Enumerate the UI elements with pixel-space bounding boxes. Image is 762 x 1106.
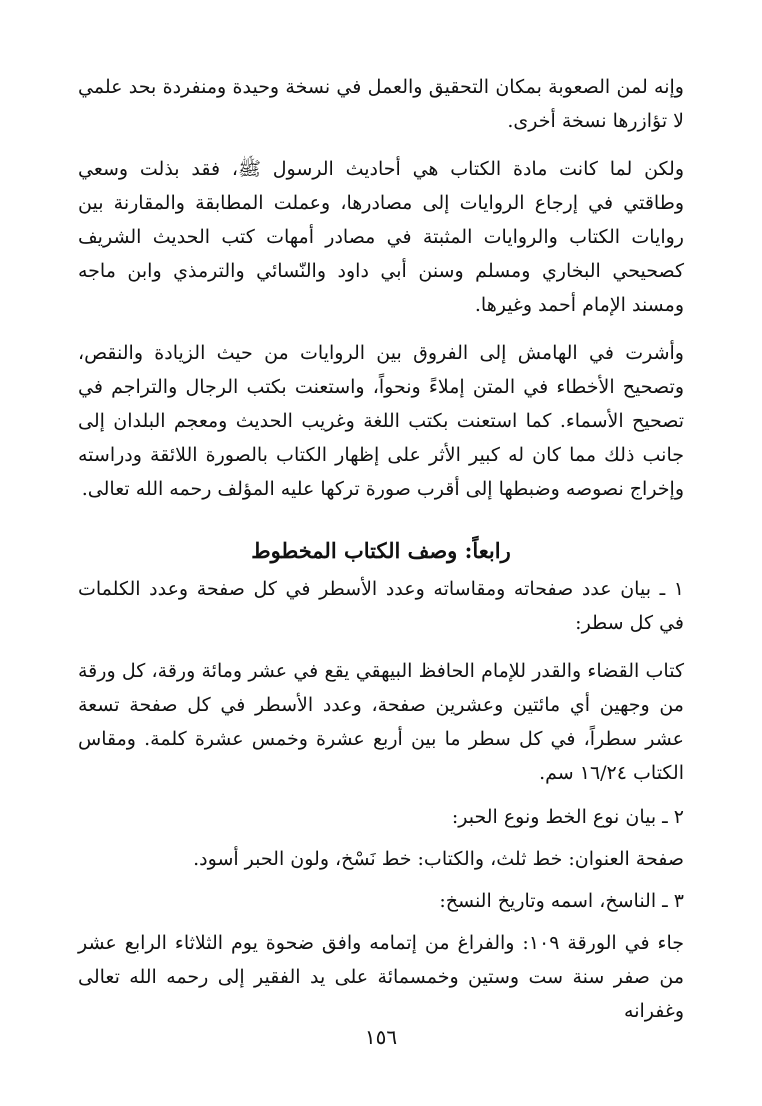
paragraph-single-copy: وإنه لمن الصعوبة بمكان التحقيق والعمل في نسخة وحيدة ومنفردة بحد علمي لا تؤازرها نسخة أخرى. xyxy=(78,76,684,132)
item-1-body: كتاب القضاء والقدر للإمام الحافظ البيهقي يقع في عشر ومائة ورقة، كل ورقة من وجهين أي مائتين وعشرين صفحة، وعدد الأسطر في كل صفحة تسعة عشر سطراً، في كل سطر ما بين أربع عشرة وخمس عشرة كلمة. ومقاس الكتاب ١٦/٢٤ سم. xyxy=(78,660,684,784)
item-3-title: ٣ ـ الناسخ، اسمه وتاريخ النسخ: xyxy=(439,890,684,912)
section-heading: رابعاً: وصف الكتاب المخطوط xyxy=(251,538,511,563)
paragraph-hadith-sources: ولكن لما كانت مادة الكتاب هي أحاديث الرسول ﷺ، فقد بذلت وسعي وطاقتي في إرجاع الروايات إلى مصادرها، وعملت المطابقة والمقارنة بين روايات الكتاب والروايات المثبتة في مصادر أمهات كتب الحديث الشريف كصحيحي البخاري ومسلم وسنن أبي داود والنّسائي والترمذي وابن ماجه ومسند الإمام أحمد وغيرها. xyxy=(78,158,684,316)
item-2-title: ٢ ـ بيان نوع الخط ونوع الحبر: xyxy=(451,806,684,828)
page-number: ١٥٦ xyxy=(364,1025,398,1049)
item-3-body: جاء في الورقة ١٠٩: والفراغ من إتمامه وافق ضحوة يوم الثلاثاء الرابع عشر من صفر سنة ست وستين وخمسمائة على يد الفقير إلى رحمه الله تعالى وغفرانه xyxy=(78,932,684,1022)
intro-text-block xyxy=(78,70,684,506)
item-1-title: ١ ـ بيان عدد صفحاته ومقاساته وعدد الأسطر في كل صفحة وعدد الكلمات في كل سطر: xyxy=(78,578,684,634)
paragraph-footnotes: وأشرت في الهامش إلى الفروق بين الروايات من حيث الزيادة والنقص، وتصحيح الأخطاء في المتن إملاءً ونحواً، واستعنت بكتب الرجال والتراجم في تصحيح الأسماء. كما استعنت بكتب اللغة وغريب الحديث ومعجم البلدان إلى جانب ذلك مما كان له كبير الأثر على إظهار الكتاب بالصورة اللائقة ودراسته وإخراج نصوصه وضبطها إلى أقرب صورة تركها عليه المؤلف رحمه الله تعالى. xyxy=(78,342,684,500)
manuscript-description-block xyxy=(78,572,684,1028)
item-2-body: صفحة العنوان: خط ثلث، والكتاب: خط نَسْخ، ولون الحبر أسود. xyxy=(193,848,684,870)
